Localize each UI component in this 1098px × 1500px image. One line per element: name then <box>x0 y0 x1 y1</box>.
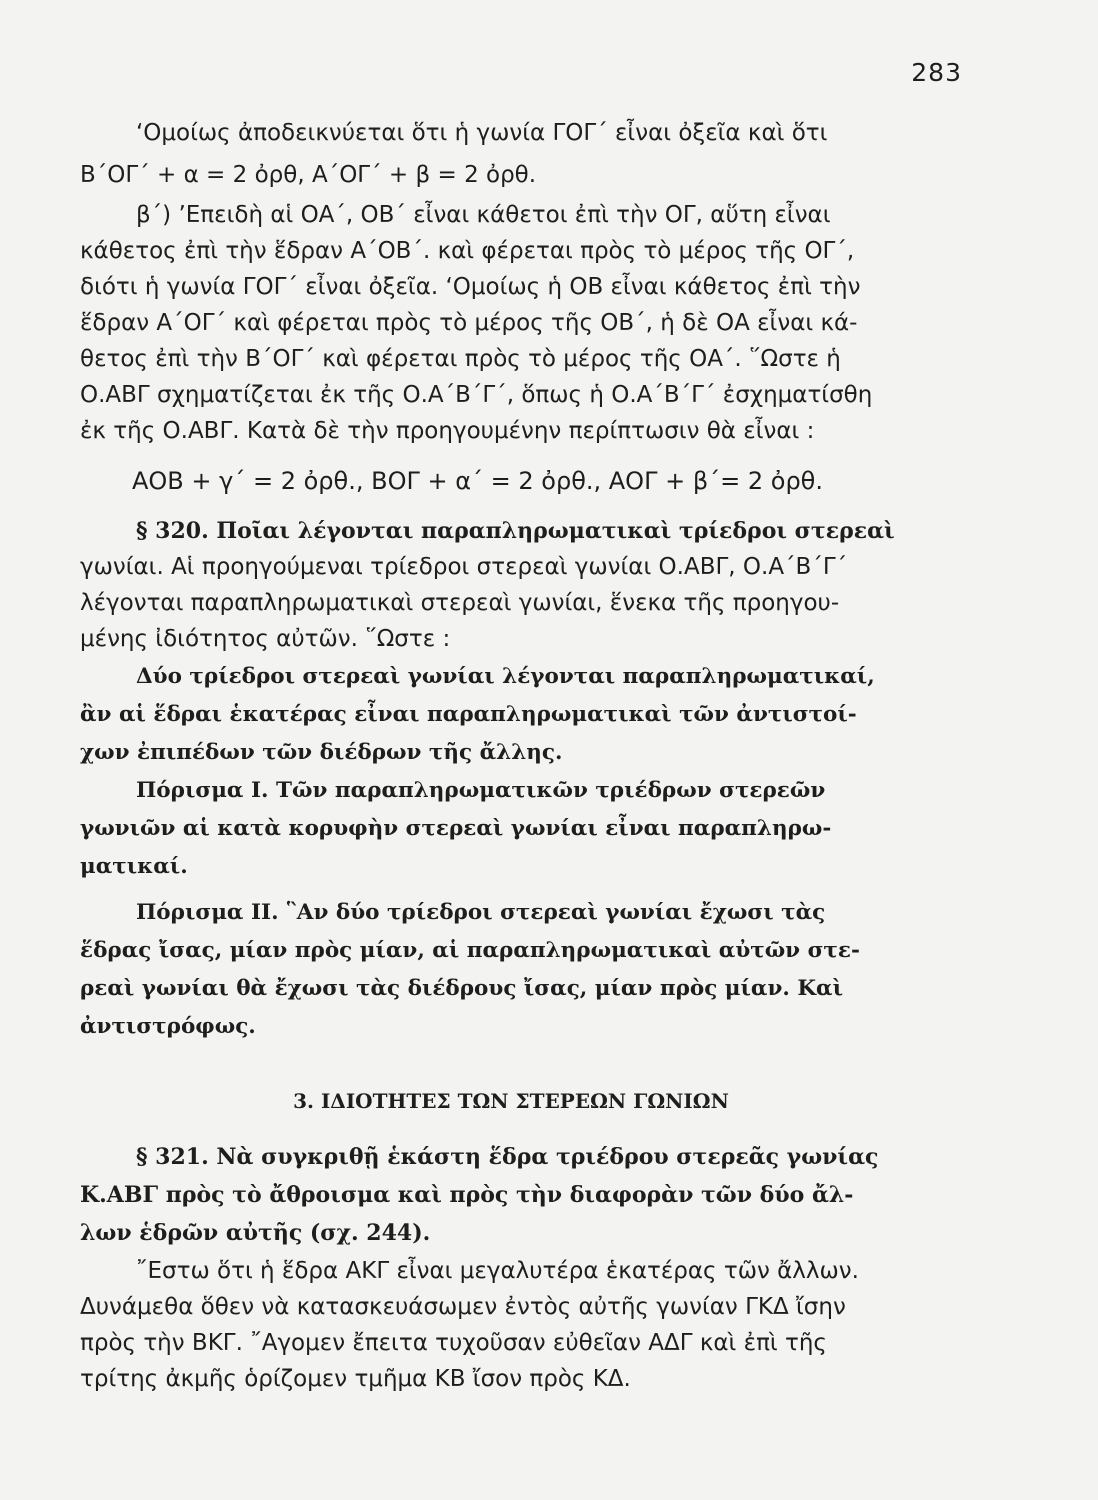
book-page <box>80 0 962 1500</box>
text-line: κάθετος ἐπὶ τὴν ἕδραν Α΄ΟΒ΄. καὶ φέρεται πρὸς τὸ μέρος τῆς ΟΓ΄, <box>80 238 855 264</box>
formula-with-angle-arcs: Β΄ΟΓ΄ + α = 2 ὀρθ, Α΄ΟΓ΄ + β = 2 ὀρθ. <box>80 162 537 188</box>
corollary-2-cont: ἕδρας ἴσας, μίαν πρὸς μίαν, αἱ παραπληρωματικαὶ αὐτῶν στε- <box>80 938 860 963</box>
text-line: Ο.ΑΒΓ σχηματίζεται ἐκ τῆς Ο.Α΄Β΄Γ΄, ὅπως ἡ Ο.Α΄Β΄Γ΄ ἐσχηματίσθη <box>80 382 873 408</box>
section-321-heading: § 321. Νὰ συγκριθῇ ἑκάστη ἕδρα τριέδρου στερεᾶς γωνίας <box>136 1144 879 1170</box>
text-line: ἕδραν Α΄ΟΓ΄ καὶ φέρεται πρὸς τὸ μέρος τῆς ΟΒ΄, ἡ δὲ ΟΑ εἶναι κά- <box>80 310 858 336</box>
corollary-1-cont: γωνιῶν αἱ κατὰ κορυφὴν στερεαὶ γωνίαι εἶναι παραπληρω- <box>80 816 832 841</box>
text-line: ῎Εστω ὅτι ἡ ἕδρα ΑΚΓ εἶναι μεγαλυτέρα ἑκατέρας τῶν ἄλλων. <box>136 1258 859 1284</box>
chapter-heading: 3. ΙΔΙΟΤΗΤΕΣ ΤΩΝ ΣΤΕΡΕΩΝ ΓΩΝΙΩΝ <box>293 1089 729 1113</box>
corollary-1-cont: ματικαί. <box>80 854 188 879</box>
text-line: Δυνάμεθα ὅθεν νὰ κατασκευάσωμεν ἐντὸς αὐτῆς γωνίαν ΓΚΔ ἴσην <box>80 1294 846 1320</box>
section-321-heading-cont: Κ.ΑΒΓ πρὸς τὸ ἄθροισμα καὶ πρὸς τὴν διαφορὰν τῶν δύο ἄλ- <box>80 1182 854 1208</box>
text-line: μένης ἰδιότητος αὐτῶν. ῞Ωστε : <box>80 626 451 652</box>
corollary-1: Πόρισμα Ι. Τῶν παραπληρωματικῶν τριέδρων στερεῶν <box>136 778 826 803</box>
text-line: πρὸς τὴν ΒΚΓ. ῎Αγομεν ἔπειτα τυχοῦσαν εὐθεῖαν ΑΔΓ καὶ ἐπὶ τῆς <box>80 1330 827 1356</box>
text-line: θετος ἐπὶ τὴν Β΄ΟΓ΄ καὶ φέρεται πρὸς τὸ μέρος τῆς ΟΑ΄. ῞Ωστε ἡ <box>80 346 841 372</box>
corollary-2-cont: ρεαὶ γωνίαι θὰ ἔχωσι τὰς διέδρους ἴσας, μίαν πρὸς μίαν. Καὶ <box>80 976 843 1001</box>
definition-line: χων ἐπιπέδων τῶν διέδρων τῆς ἄλλης. <box>80 740 563 765</box>
definition-line: Δύο τρίεδροι στερεαὶ γωνίαι λέγονται παραπληρωματικαί, <box>136 664 875 689</box>
text-line: λέγονται παραπληρωματικαὶ στερεαὶ γωνίαι, ἕνεκα τῆς προηγου- <box>80 590 840 616</box>
text-line: ‘Ομοίως ἀποδεικνύεται ὅτι ἡ γωνία ΓΟΓ΄ εἶναι ὀξεῖα καὶ ὅτι <box>136 120 828 146</box>
text-line: γωνίαι. Αἱ προηγούμεναι τρίεδροι στερεαὶ γωνίαι Ο.ΑΒΓ, Ο.Α΄Β΄Γ΄ <box>80 554 848 580</box>
section-320-heading: § 320. Ποῖαι λέγονται παραπληρωματικαὶ τρίεδροι στερεαὶ <box>136 518 895 544</box>
page-number: 283 <box>911 58 962 87</box>
text-line: διότι ἡ γωνία ΓΟΓ΄ εἶναι ὀξεῖα. ‘Ομοίως ἡ ΟΒ εἶναι κάθετος ἐπὶ τὴν <box>80 274 861 300</box>
text-line: β΄) ’Επειδὴ αἱ ΟΑ΄, ΟΒ΄ εἶναι κάθετοι ἐπὶ τὴν ΟΓ, αὕτη εἶναι <box>136 202 831 228</box>
corollary-2: Πόρισμα ΙΙ. ῝Αν δύο τρίεδροι στερεαὶ γωνίαι ἔχωσι τὰς <box>136 900 826 925</box>
definition-line: ἂν αἱ ἕδραι ἑκατέρας εἶναι παραπληρωματικαὶ τῶν ἀντιστοί- <box>80 702 857 727</box>
corollary-2-cont: ἀντιστρόφως. <box>80 1014 256 1039</box>
angle-equations: ΑΟΒ + γ΄ = 2 ὀρθ., ΒΟΓ + α΄ = 2 ὀρθ., ΑΟΓ + β΄= 2 ὀρθ. <box>132 467 823 495</box>
section-321-heading-cont: λων ἑδρῶν αὐτῆς (σχ. 244). <box>80 1220 431 1246</box>
text-line: τρίτης ἀκμῆς ὁρίζομεν τμῆμα ΚΒ ἴσον πρὸς ΚΔ. <box>80 1366 631 1392</box>
text-line: ἐκ τῆς Ο.ΑΒΓ. Κατὰ δὲ τὴν προηγουμένην περίπτωσιν θὰ εἶναι : <box>80 418 815 444</box>
text-line <box>80 160 536 190</box>
